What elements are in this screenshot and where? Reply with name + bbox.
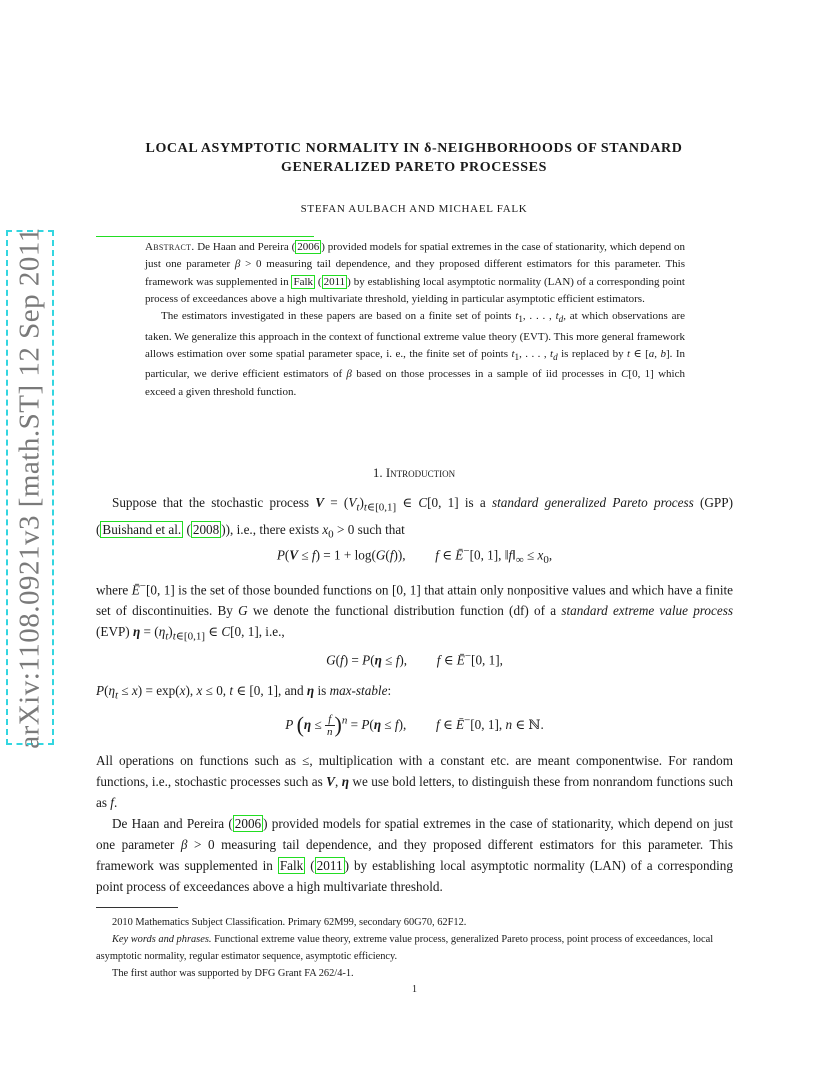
footnote-keywords (96, 931, 733, 965)
abstract-label: Abstract. (145, 241, 195, 253)
footnotes (96, 914, 733, 982)
citation-link[interactable]: 2011 (316, 858, 343, 873)
section-heading (100, 465, 728, 481)
footnote-msc: 2010 Mathematics Subject Classification. Primary 62M99, secondary 60G70, 62F12. (112, 917, 467, 928)
footnote-rule (96, 907, 178, 908)
abstract (145, 239, 685, 401)
body-paragraph-3: $P(\eta_t \le x) = \exp(x)$, x ≤ 0, t ∈ [0, 1], and η is max-stable: (96, 683, 392, 702)
footnote-grant: The first author was supported by DFG Grant FA 262/4-1. (112, 968, 354, 979)
abstract-paragraph-2: The estimators investigated in these papers are based on a finite set of points $t_1$, . . . , $t_d$, at which observations are taken. We generalize this approach in the context of functional extreme value theory (EVT). This more general framework allows estimation over some spatial parameter space, i. e., the finite set of points $t_1$, . . . , $t_d$ is replaced by t ∈ [a, b]. In particular, we derive efficient estimators of β based on those processes in a sample of iid processes in C[0, 1] which exceed a given threshold function. (145, 310, 686, 398)
body-paragraph-4: All operations on functions such as ≤, multiplication with a constant etc. are meant componentwise. For random functions, i.e., stochastic processes such as V, η we use bold letters, to distinguish these from nonrandom functions such as f. De Haan and Pereira ( 2006 ) provided models for spatial extremes in the case of stationarity, which depend on just one parameter β > 0 measuring tail dependence, and they proposed different estimators for this parameter. This framework was supplemented in Falk ( 2011 ) by establishing local asymptotic normality (LAN) of a corresponding point process of exceedances above a high multivariate threshold. (96, 753, 734, 894)
citation-link[interactable]: 2011 (323, 275, 346, 288)
equation-2: G(f) = P(η ≤ f), f ∈ Ē−[0, 1], (326, 650, 503, 668)
paper-title (100, 139, 728, 177)
abstract-paragraph-1: Abstract. De Haan and Pereira ( 2006 ) provided models for spatial extremes in the case of stationarity, which depend on just one parameter β > 0 measuring tail dependence, and they proposed different estimators for this parameter. This framework was supplemented in Falk ( 2011 ) by establishing local asymptotic normality (LAN) of a corresponding point process of exceedances above a high multivariate threshold, yielding in particular asymptotic efficient estimators. (145, 241, 685, 305)
citation-link[interactable]: Buishand et al. (102, 521, 182, 537)
page-number: 1 (412, 984, 417, 995)
title-line-2: GENERALIZED PARETO PROCESSES (280, 160, 547, 175)
paper-authors: STEFAN AULBACH AND MICHAEL FALK (300, 203, 528, 215)
body-paragraph-1: Suppose that the stochastic process $V = (V_t)_{t\in[0,1]}$ ∈ C[0, 1] is a standard generalized Pareto process (GPP) ( Buishand et al. ( 2008 )), i.e., there exists $x_0 > 0$ such that (96, 495, 733, 541)
citation-link[interactable]: Falk (293, 275, 314, 288)
keywords-label: Key words and phrases. (112, 934, 212, 945)
title-line-1: LOCAL ASYMPTOTIC NORMALITY IN δ-NEIGHBORHOODS OF STANDARD (145, 141, 683, 156)
keywords-text: Functional extreme value theory, extreme value process, generalized Pareto process, point process of exceedances, local asymptotic normality, regular estimator sequence, asymptotic efficiency. (96, 934, 714, 962)
citation-link[interactable]: 2006 (234, 816, 262, 831)
body-paragraph-2: where Ē−[0, 1] is the set of those bounded functions on [0, 1] that attain only nonpositive values and which have a finite set of discontinuities. By G we denote the functional distribution function (df) of a standard extreme value process (EVP) $\eta = (\eta_t)_{t\in[0,1]}$ ∈ C[0, 1], i.e., (96, 580, 733, 644)
equation-3: P $(\eta \le \frac{f}{n})^n = P(\eta \le f)$, f ∈ Ē−[0, 1], n ∈ ℕ. (285, 712, 544, 739)
citation-link[interactable]: 2006 (297, 241, 320, 253)
section-title: 1. Introduction (372, 465, 456, 480)
citation-link[interactable]: 2008 (192, 521, 220, 537)
link-underline[interactable] (96, 236, 314, 237)
equation-1: P(V ≤ f) = 1 + log(G(f)), f ∈ Ē−[0, 1], $‖f‖_\infty \le x_0$, (276, 545, 553, 567)
citation-link[interactable]: Falk (279, 858, 304, 873)
arxiv-id-text: arXiv:1108.0921v3 [math.ST] 12 Sep 2011 (13, 226, 46, 749)
arxiv-id-link[interactable] (6, 226, 54, 749)
